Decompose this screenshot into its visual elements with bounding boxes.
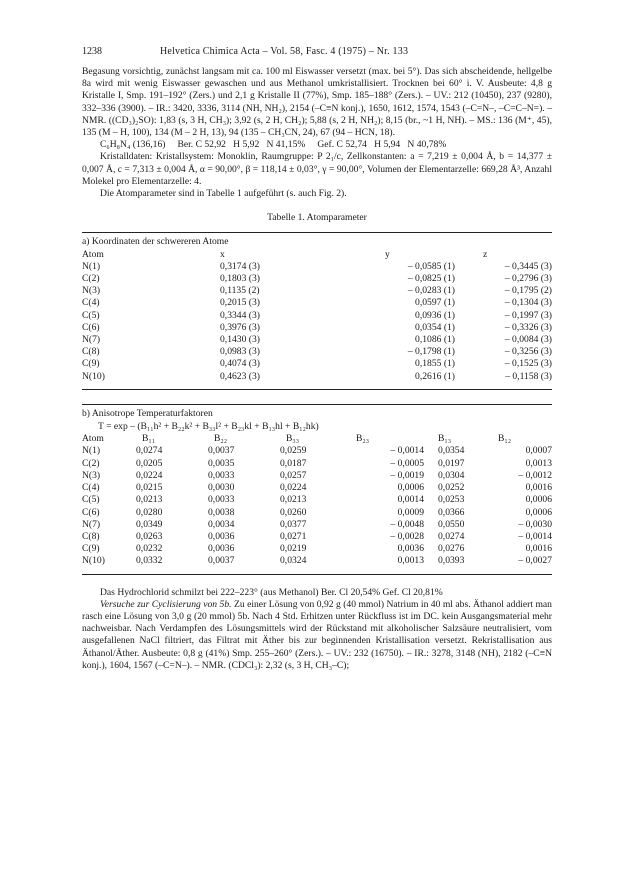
- table-cell: – 0,0019: [390, 469, 424, 481]
- table-cell: C(5): [82, 309, 100, 321]
- table-cell: – 0,1798 (1): [407, 346, 455, 358]
- table-cell: – 0,0014: [390, 445, 424, 457]
- table-cell: C(2): [82, 457, 100, 469]
- table-cell: 0,0280: [136, 506, 163, 518]
- table-cell: 0,0033: [208, 469, 235, 481]
- table-cell: 0,4074 (3): [220, 358, 260, 370]
- table-cell: – 0,0283 (1): [407, 285, 455, 297]
- table-cell: 0,0037: [208, 445, 235, 457]
- table-cell: 0,3344 (3): [220, 309, 260, 321]
- table-cell: 0,0259: [280, 445, 307, 457]
- table-cell: – 0,0585 (1): [407, 260, 455, 272]
- table-row: [82, 346, 552, 358]
- page-number: 1238: [82, 46, 102, 57]
- table-cell: 0,0037: [208, 555, 235, 567]
- table-cell: 0,0260: [280, 506, 307, 518]
- table-cell: 0,0006: [525, 506, 552, 518]
- table-cell: 0,0274: [438, 530, 465, 542]
- table-row: [82, 494, 552, 506]
- table-cell: C(6): [82, 321, 100, 333]
- table-cell: 0,0036: [397, 543, 424, 555]
- table-row: [82, 322, 552, 334]
- table-cell: 0,0271: [280, 530, 307, 542]
- table-cell: N(1): [82, 445, 101, 457]
- table-cell: – 0,0005: [390, 457, 424, 469]
- paragraph-cyclisation-text: Zu einer Lösung von 0,92 g (40 mmol) Natrium in 40 ml abs. Äthanol addiert man rasch eine Lösung von 3,0 g (20 mmol) 5b. Nach 4 Std. Erhitzen unter Rückfluss ist im DC. kein Ausgangsmaterial mehr nachweisbar. Nach Verdampfen des Lösungsmittels wird der Rückstand mit alkoholischer Salzsäure neutralisiert, vom ausgefallenen NaCl filtriert, das Filtrat mit Äther bis zur beginnenden Kristallisation versetzt. Rekristallisation aus Äthanol/Äther. Ausbeute: 0,8 g (41%) Smp. 255–260° (Zers.). – UV.: 232 (16750). – IR.: 3278, 3148 (NH), 2182 (–C≡N konj.), 1604, 1567 (–C=N–). – NMR. (CDCl₃): 2,32 (s, 3 H, CH₃–C);: [82, 598, 552, 671]
- table-row: [82, 358, 552, 370]
- table-cell: 0,0252: [438, 482, 465, 494]
- table-cell: 0,0263: [136, 530, 163, 542]
- table-cell: – 0,2796 (3): [504, 273, 552, 285]
- table-cell: – 0,1158 (3): [505, 370, 552, 382]
- table-cell: 0,0007: [525, 445, 552, 457]
- table-cell: N(7): [82, 518, 101, 530]
- table-cell: 0,1430 (3): [220, 334, 260, 346]
- table-a-title: a) Koordinaten der schwereren Atome: [82, 236, 229, 248]
- table-cell: – 0,1304 (3): [504, 297, 552, 309]
- table-b-top-rule: [82, 404, 552, 405]
- table-cell: 0,0030: [208, 482, 235, 494]
- col-header-atom: Atom: [82, 433, 104, 445]
- table-cell: N(3): [82, 285, 101, 297]
- table-cell: 0,0213: [280, 494, 307, 506]
- table-cell: C(4): [82, 297, 100, 309]
- table-cell: 0,0213: [136, 494, 163, 506]
- paragraph-hydrochloride: Das Hydrochlorid schmilzt bei 222–223° (aus Methanol) Ber. Cl 20,54% Gef. Cl 20,81%: [100, 586, 443, 598]
- table-row: [82, 507, 552, 519]
- table-cell: 0,3976 (3): [220, 321, 260, 333]
- table-a-header-row: [82, 249, 552, 261]
- table-cell: 0,2616 (1): [415, 370, 455, 382]
- col-header-y: y: [385, 248, 390, 260]
- table-cell: 0,0014: [397, 494, 424, 506]
- table-cell: – 0,0027: [518, 555, 552, 567]
- page-body: [82, 66, 552, 672]
- table-cell: 0,0036: [208, 530, 235, 542]
- table-cell: 0,0036: [208, 543, 235, 555]
- table-cell: 0,4623 (3): [220, 370, 260, 382]
- table-cell: 0,0187: [280, 457, 307, 469]
- table-cell: 0,0983 (3): [220, 346, 260, 358]
- table-row: [82, 334, 552, 346]
- table-cell: C(2): [82, 273, 100, 285]
- table-cell: C(8): [82, 346, 100, 358]
- table-cell: 0,1855 (1): [415, 358, 455, 370]
- table-cell: 0,0274: [136, 445, 163, 457]
- table-cell: N(7): [82, 334, 101, 346]
- table-cell: 0,0006: [525, 494, 552, 506]
- paragraph-lead-in: Versuche zur Cyclisierung von 5b.: [100, 598, 232, 610]
- table-cell: N(1): [82, 260, 101, 272]
- table-b-header-row: [82, 433, 552, 445]
- table-cell: 0,0006: [397, 482, 424, 494]
- table-cell: 0,0257: [280, 469, 307, 481]
- elemental-analysis-line: C₆H₈N₄ (136,16) Ber. C 52,92 H 5,92 N 41,15% Gef. C 52,74 H 5,94 N 40,78%: [100, 139, 447, 151]
- table-row: [82, 482, 552, 494]
- table-cell: 0,0304: [438, 469, 465, 481]
- table-cell: – 0,3445 (3): [504, 260, 552, 272]
- table-cell: N(10): [82, 370, 105, 382]
- table-cell: N(3): [82, 469, 101, 481]
- table-cell: – 0,0012: [518, 469, 552, 481]
- table-cell: 0,0197: [438, 457, 465, 469]
- table-cell: 0,0354: [438, 445, 465, 457]
- table-cell: 0,1803 (3): [220, 273, 260, 285]
- table-cell: 0,0034: [208, 518, 235, 530]
- table-cell: C(5): [82, 494, 100, 506]
- col-header-b22: B₂₂: [214, 433, 228, 445]
- table-cell: – 0,0084 (3): [504, 334, 552, 346]
- table-row: [82, 458, 552, 470]
- table-cell: C(9): [82, 358, 100, 370]
- table-cell: 0,0354 (1): [415, 321, 455, 333]
- table-cell: 0,2015 (3): [220, 297, 260, 309]
- table-cell: 0,0219: [280, 543, 307, 555]
- col-header-b11: B₁₁: [142, 433, 156, 445]
- table-cell: 0,0009: [397, 506, 424, 518]
- running-header: [82, 46, 552, 60]
- table-cell: – 0,1795 (2): [504, 285, 552, 297]
- table-cell: – 0,3256 (3): [504, 346, 552, 358]
- table-cell: – 0,0048: [390, 518, 424, 530]
- table-cell: 0,0215: [136, 482, 163, 494]
- table-row: [82, 543, 552, 555]
- table-cell: 0,1135 (2): [220, 285, 260, 297]
- table-cell: – 0,3326 (3): [504, 321, 552, 333]
- table-cell: 0,0016: [525, 482, 552, 494]
- table-a-bottom-rule: [82, 389, 552, 390]
- table-cell: 0,1086 (1): [415, 334, 455, 346]
- table-cell: 0,0033: [208, 494, 235, 506]
- table-cell: 0,0035: [208, 457, 235, 469]
- table-cell: 0,0253: [438, 494, 465, 506]
- table-top-rule: [82, 232, 552, 233]
- temperature-factor-equation: T = exp – (B₁₁h² + B₂₂k² + B₃₃l² + B₂₃kl + B₁₃hl + B₁₂hk): [98, 421, 319, 433]
- table-cell: 0,0936 (1): [415, 309, 455, 321]
- paragraph-crystal-data: Kristalldaten: Kristallsystem: Monoklin, Raumgruppe: P 2₁/c, Zellkonstanten: a = 7,219 ± 0,004 Å, b = 14,377 ± 0,007 Å, c = 7,313 ± 0,004 Å, α = 90,00°, β = 118,14 ± 0,03°, γ = 90,00°, Volumen der Elementarzelle: 669,28 Å³, Anzahl Molekel pro Elementarzelle: 4.: [82, 151, 552, 187]
- table-cell: 0,0013: [525, 457, 552, 469]
- table-cell: C(9): [82, 543, 100, 555]
- table-row: [82, 297, 552, 309]
- paragraph-experimental-continuation: Begasung vorsichtig, zunächst langsam mit ca. 100 ml Eiswasser versetzt (max. bei 5°). Das sich abscheidende, hellgelbe 8a wird mit wenig Eiswasser gewaschen und aus Methanol umkristallisiert. Trocknen bei 60° i. V. Ausbeute: 4,8 g Kristalle I, Smp. 191–192° (Zers.) und 2,1 g Kristalle II (77%), Smp. 185–188° (Zers.). – UV.: 212 (10450), 237 (9280), 332–336 (3900). – IR.: 3420, 3336, 3114 (NH, NH₂), 2154 (–C≡N konj.), 1650, 1612, 1574, 1543 (–C=N–, –C=C–N=). – NMR. ((CD₃)₂SO): 1,83 (s, 3 H, CH₃); 3,92 (s, 2 H, CH₂); 5,88 (s, 2 H, NH₂); 8,15 (br., ~1 H, NH). – MS.: 136 (M⁺, 45), 135 (M – H, 100), 134 (M – 2 H, 13), 94 (135 – CH₃CN, 24), 67 (94 – HCN, 18).: [82, 66, 552, 139]
- table-cell: 0,0324: [280, 555, 307, 567]
- table-row: [82, 310, 552, 322]
- table-cell: 0,0550: [438, 518, 465, 530]
- table-row: [82, 519, 552, 531]
- table-cell: 0,0224: [280, 482, 307, 494]
- col-header-z: z: [483, 248, 488, 260]
- table-row: [82, 470, 552, 482]
- table-a-coordinates: [82, 249, 552, 383]
- table-row: [82, 555, 552, 567]
- col-header-b13: B₁₃: [438, 433, 452, 445]
- table-cell: 0,0016: [525, 543, 552, 555]
- table-cell: 0,0038: [208, 506, 235, 518]
- table-cell: 0,0224: [136, 469, 163, 481]
- table-cell: – 0,0014: [518, 530, 552, 542]
- table-cell: 0,0276: [438, 543, 465, 555]
- table-cell: 0,0597 (1): [415, 297, 455, 309]
- table-cell: 0,0393: [438, 555, 465, 567]
- table-row: [82, 531, 552, 543]
- running-title: Helvetica Chimica Acta – Vol. 58, Fasc. 4 (1975) – Nr. 133: [160, 46, 409, 57]
- table-row: [82, 371, 552, 383]
- table-cell: 0,0366: [438, 506, 465, 518]
- table-cell: C(8): [82, 530, 100, 542]
- table-title: Tabelle 1. Atomparameter: [267, 212, 367, 224]
- table-row: [82, 445, 552, 457]
- table-cell: – 0,0825 (1): [407, 273, 455, 285]
- table-cell: 0,0332: [136, 555, 163, 567]
- table-cell: C(4): [82, 482, 100, 494]
- table-cell: – 0,0030: [518, 518, 552, 530]
- table-cell: – 0,1525 (3): [504, 358, 552, 370]
- table-b-title: b) Anisotrope Temperaturfaktoren: [82, 407, 213, 419]
- paragraph-cyclisation: [82, 599, 552, 672]
- col-header-b33: B₃₃: [286, 433, 300, 445]
- table-cell: 0,0349: [136, 518, 163, 530]
- table-cell: N(10): [82, 555, 105, 567]
- table-b-bottom-rule: [82, 574, 552, 575]
- table-cell: 0,0205: [136, 457, 163, 469]
- table-b-temperature-factors: [82, 433, 552, 567]
- table-row: [82, 273, 552, 285]
- table-cell: – 0,0028: [390, 530, 424, 542]
- table-cell: 0,3174 (3): [220, 260, 260, 272]
- table-row: [82, 285, 552, 297]
- col-header-b23: B₂₃: [356, 433, 370, 445]
- col-header-x: x: [220, 248, 225, 260]
- col-header-b12: B₁₂: [498, 433, 512, 445]
- table-row: [82, 261, 552, 273]
- table-cell: C(6): [82, 506, 100, 518]
- paragraph-table-reference: Die Atomparameter sind in Tabelle 1 aufgeführt (s. auch Fig. 2).: [100, 188, 347, 200]
- table-cell: 0,0232: [136, 543, 163, 555]
- table-cell: 0,0013: [397, 555, 424, 567]
- table-cell: 0,0377: [280, 518, 307, 530]
- col-header-atom: Atom: [82, 248, 104, 260]
- table-cell: – 0,1997 (3): [504, 309, 552, 321]
